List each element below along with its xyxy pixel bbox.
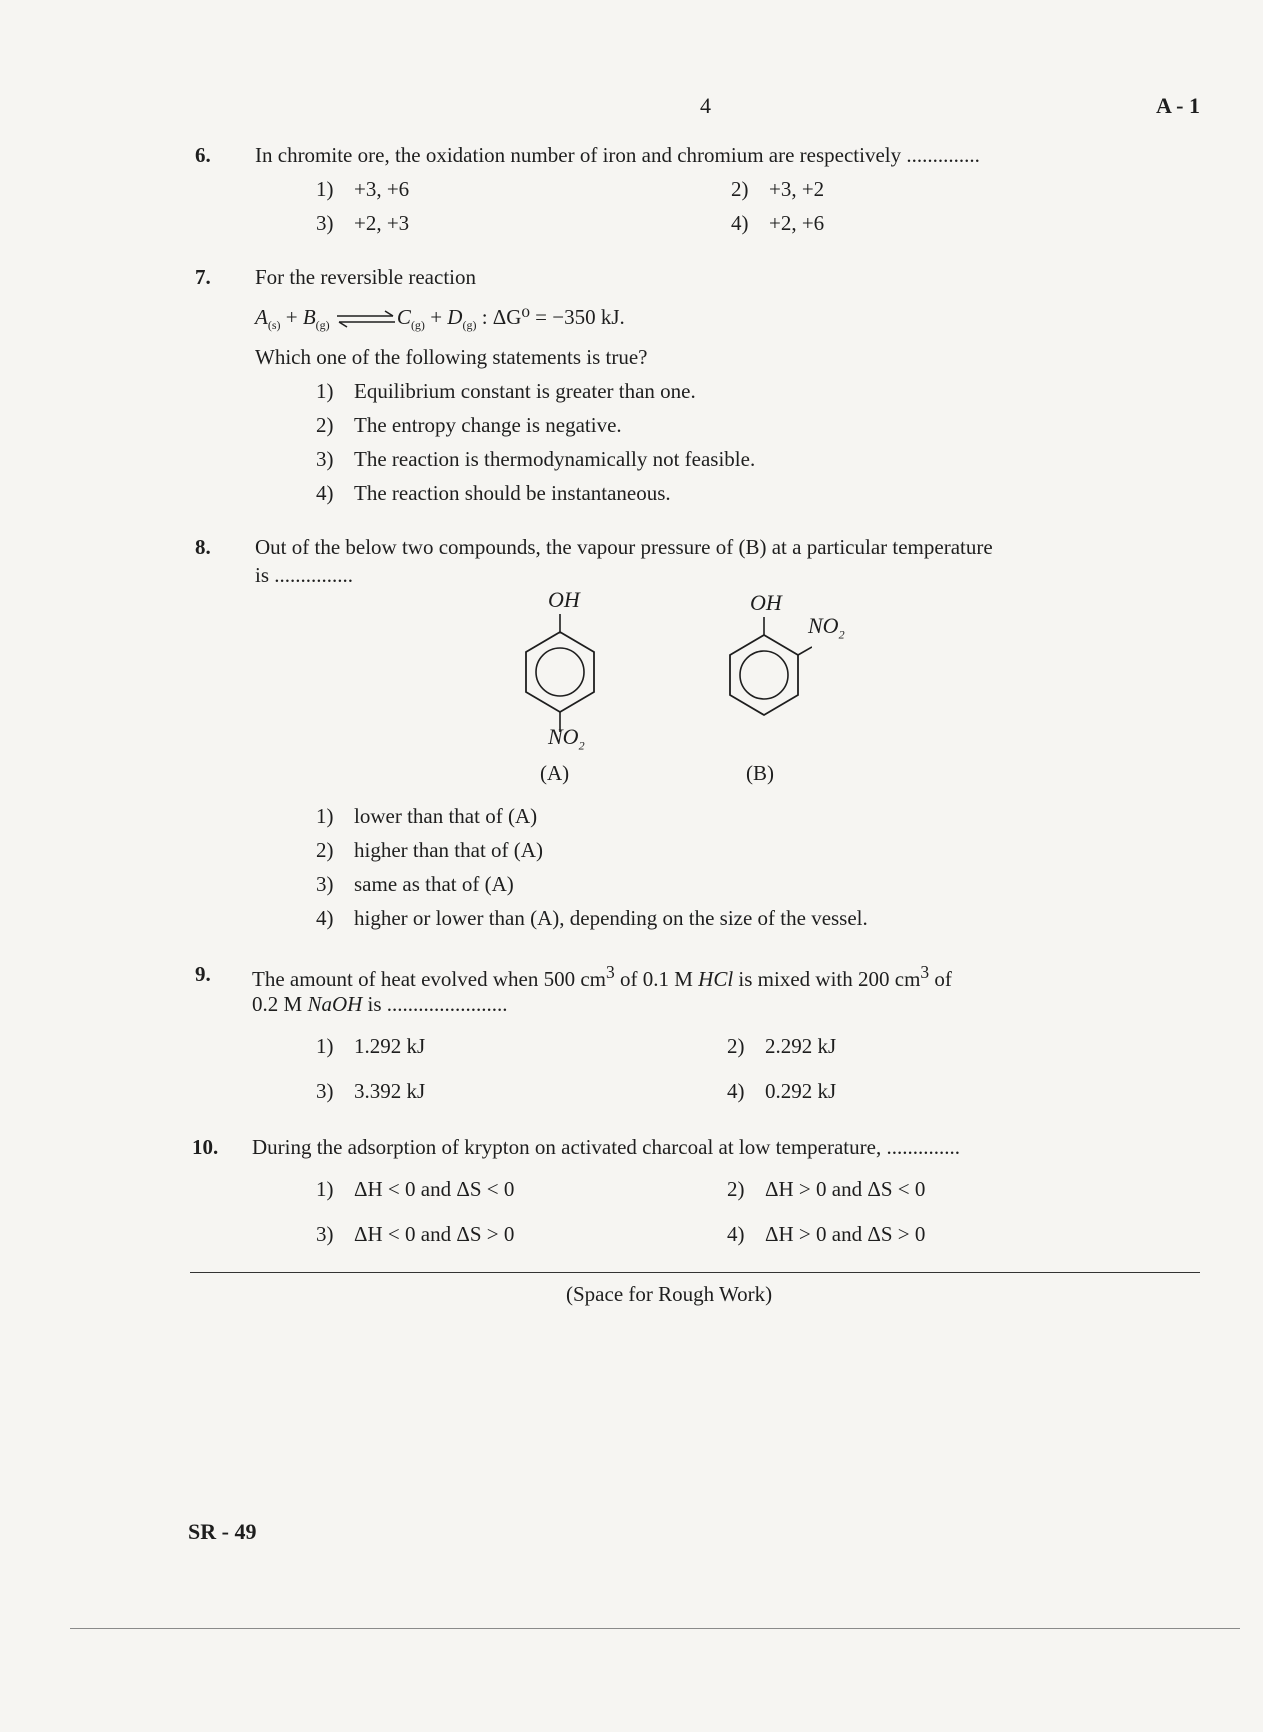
option-1: 1) ΔH < 0 and ΔS < 0 [316,1177,515,1201]
structure-a-no2-label: $NO_2$ [548,724,585,753]
question-text: The amount of heat evolved when 500 $cm^3$ of 0.1 M HCl is mixed with 200 $cm^3$ of [252,962,952,991]
option-2: 2) +3, +2 [731,177,825,201]
option-2: 2) 2.292 kJ [727,1034,837,1058]
option-2: 2) ΔH > 0 and ΔS < 0 [727,1177,926,1201]
question-text: In chromite ore, the oxidation number of iron and chromium are respectively .............. [255,143,980,167]
option-2: 2) The entropy change is negative. [316,413,622,437]
option-4: 4) +2, +6 [731,211,825,235]
structure-a-oh-label: OH [548,587,580,612]
option-1: 1) 1.292 kJ [316,1034,426,1058]
bottom-scan-line [70,1628,1240,1629]
structure-b-oh-label: OH [750,590,782,615]
question-number: 7. [195,265,211,289]
question-text: Out of the below two compounds, the vapour pressure of (B) at a particular temperature [255,535,993,559]
structure-a-caption: (A) [540,761,570,785]
question-number: 6. [195,143,211,167]
option-4: 4) 0.292 kJ [727,1079,837,1103]
option-1: 1) +3, +6 [316,177,410,201]
option-1: 1) lower than that of (A) [316,804,538,828]
question-number: 8. [195,535,211,559]
option-3: 3) +2, +3 [316,211,410,235]
option-3: 3) 3.392 kJ [316,1079,426,1103]
question-number: 10. [192,1135,219,1159]
structure-b-caption: (B) [746,761,774,785]
question-text-continued: is ............... [255,563,354,587]
reaction-equation: $A_{(s)} + B_{(g)}$ $C_{(g)} + D_{(g)}$ : ΔG⁰ = −350 kJ. [255,305,625,333]
divider-line [190,1272,1200,1273]
option-3: 3) same as that of (A) [316,872,514,896]
question-subtext: Which one of the following statements is true? [255,345,648,369]
question-number: 9. [195,962,211,986]
question-text: For the reversible reaction [255,265,476,289]
structure-a-benzene-ring-icon [512,614,608,734]
page-number: 4 [700,93,711,118]
equilibrium-arrow-icon [335,310,397,328]
rough-work-label: (Space for Rough Work) [566,1282,773,1306]
question-text: During the adsorption of krypton on activated charcoal at low temperature, .............. [252,1135,960,1159]
option-3: 3) ΔH < 0 and ΔS > 0 [316,1222,515,1246]
option-3: 3) The reaction is thermodynamically not feasible. [316,447,756,471]
question-text-continued: 0.2 M NaOH is ....................... [252,992,508,1016]
option-4: 4) higher or lower than (A), depending on the size of the vessel. [316,906,868,930]
footer-code: SR - 49 [188,1519,257,1544]
structure-b-no2-label: $NO_2$ [808,613,845,642]
structure-b-benzene-ring-icon [716,617,812,717]
paper-code: A - 1 [1156,93,1200,118]
option-2: 2) higher than that of (A) [316,838,543,862]
option-4: 4) ΔH > 0 and ΔS > 0 [727,1222,926,1246]
option-4: 4) The reaction should be instantaneous. [316,481,671,505]
option-1: 1) Equilibrium constant is greater than one. [316,379,696,403]
